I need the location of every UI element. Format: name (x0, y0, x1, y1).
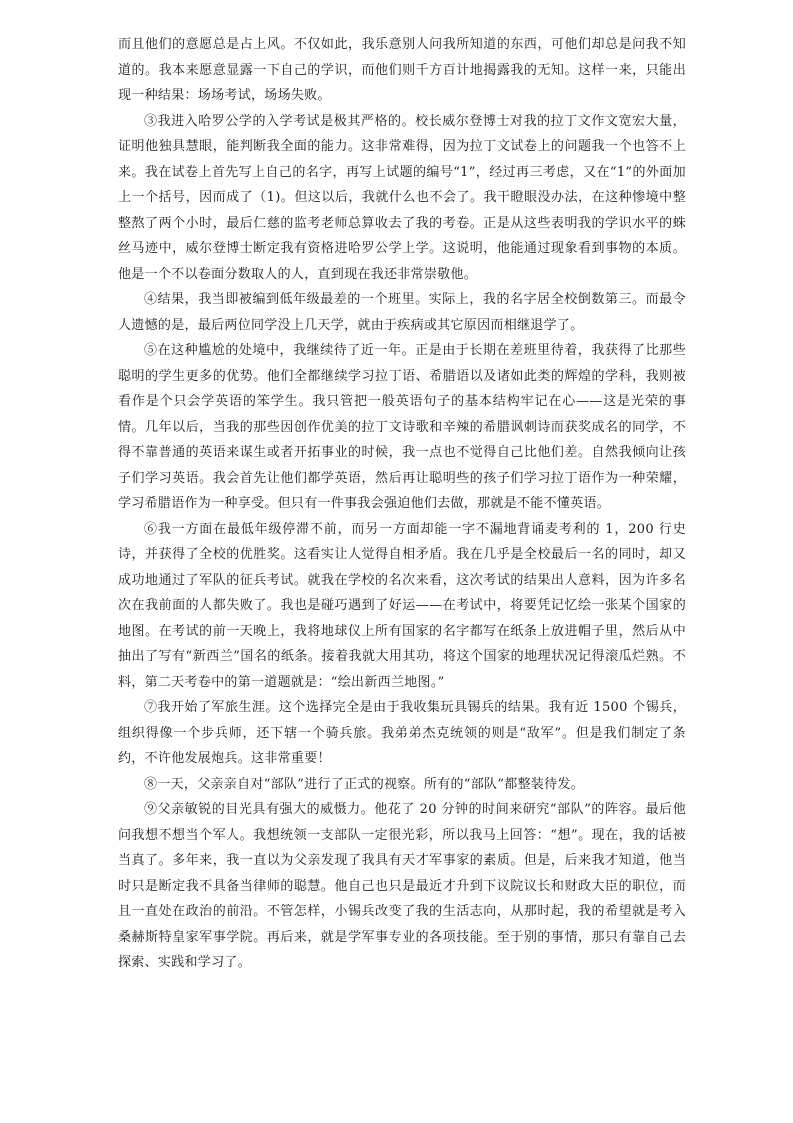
paragraph-8: ⑧一天，父亲亲自对“部队”进行了正式的视察。所有的“部队”都整装待发。 (144, 776, 585, 792)
paragraph-9: ⑨父亲敏锐的目光具有强大的威慑力。他花了 20 分钟的时间来研究“部队”的阵容。最后他问我想不想当个军人。我想统领一支部队一定很光彩，所以我马上回答：“想”。现在，我的话被当真了。多年来，我一直以为父亲发现了我具有天才军事家的素质。但是，后来我才知道，他当时只是断定我不具备当律师的聪慧。他自己也只是最近才升到下议院议长和财政大臣的职位，而且一直处在政治的前沿。不管怎样，小锡兵改变了我的生活志向，从那时起，我的希望就是考入桑赫斯特皇家军事学院。再后来，就是学军事专业的各项技能。至于别的事情，那只有靠自己去探索、实践和学习了。 (118, 802, 686, 970)
paragraph-7: ⑦我开始了军旅生涯。这个选择完全是由于我收集玩具锡兵的结果。我有近 1500 个锡兵，组织得像一个步兵师，还下辖一个骑兵旅。我弟弟杰克统领的则是“敌军”。但是我们制定了条约，不许他发展炮兵。这非常重要！ (118, 700, 686, 766)
paragraph-3: ③我进入哈罗公学的入学考试是极其严格的。校长威尔登博士对我的拉丁文作文宽宏大量，证明他独具慧眼，能判断我全面的能力。这非常难得，因为拉丁文试卷上的问题我一个也答不上来。我在试卷上首先写上自己的名字，再写上试题的编号“1”，经过再三考虑，又在“1”的外面加上一个括号，因而成了（1)。但这以后，我就什么也不会了。我干瞪眼没办法，在这种惨境中整整熬了两个小时，最后仁慈的监考老师总算收去了我的考卷。正是从这些表明我的学识水平的蛛丝马迹中，威尔登博士断定我有资格进哈罗公学上学。这说明，他能通过现象看到事物的本质。他是一个不以卷面分数取人的人，直到现在我还非常崇敬他。 (118, 113, 686, 282)
paragraph-continuation: 而且他们的意愿总是占上风。不仅如此，我乐意别人问我所知道的东西，可他们却总是问我不知道的。我本来愿意显露一下自己的学识，而他们则千方百计地揭露我的无知。这样一来，只能出现一种结果：场场考试，场场失败。 (118, 37, 686, 103)
document-page (118, 32, 686, 976)
paragraph-6: ⑥我一方面在最低年级停滞不前，而另一方面却能一字不漏地背诵麦考利的 1，200 行史诗，并获得了全校的优胜奖。这看实让人觉得自相矛盾。我在几乎是全校最后一名的同时，却又成功地通过了军队的征兵考试。就我在学校的名次来看，这次考试的结果出人意料，因为许多名次在我前面的人都失败了。我也是碰巧遇到了好运——在考试中，将要凭记忆绘一张某个国家的地图。在考试的前一天晚上，我将地球仪上所有国家的名字都写在纸条上放进帽子里，然后从中抽出了写有“新西兰”国名的纸条。接着我就大用其功，将这个国家的地理状况记得滚瓜烂熟。不料，第二天考卷中的第一道题就是：“绘出新西兰地图。” (118, 521, 686, 690)
paragraph-5: ⑤在这种尴尬的处境中，我继续待了近一年。正是由于长期在差班里待着，我获得了比那些聪明的学生更多的优势。他们全都继续学习拉丁语、希腊语以及诸如此类的辉煌的学科，我则被看作是个只会学英语的笨学生。我只管把一般英语句子的基本结构牢记在心——这是光荣的事情。几年以后，当我的那些因创作优美的拉丁文诗歌和辛辣的希腊讽刺诗而获奖成名的同学，不得不靠普通的英语来谋生或者开拓事业的时候，我一点也不觉得自己比他们差。自然我倾向让孩子们学习英语。我会首先让他们都学英语，然后再让聪明些的孩子们学习拉丁语作为一种荣耀，学习希腊语作为一种享受。但只有一件事我会强迫他们去做，那就是不能不懂英语。 (118, 343, 686, 511)
paragraph-4: ④结果，我当即被编到低年级最差的一个班里。实际上，我的名字居全校倒数第三。而最令人遗憾的是，最后两位同学没上几天学，就由于疾病或其它原因而相继退学了。 (118, 292, 686, 333)
